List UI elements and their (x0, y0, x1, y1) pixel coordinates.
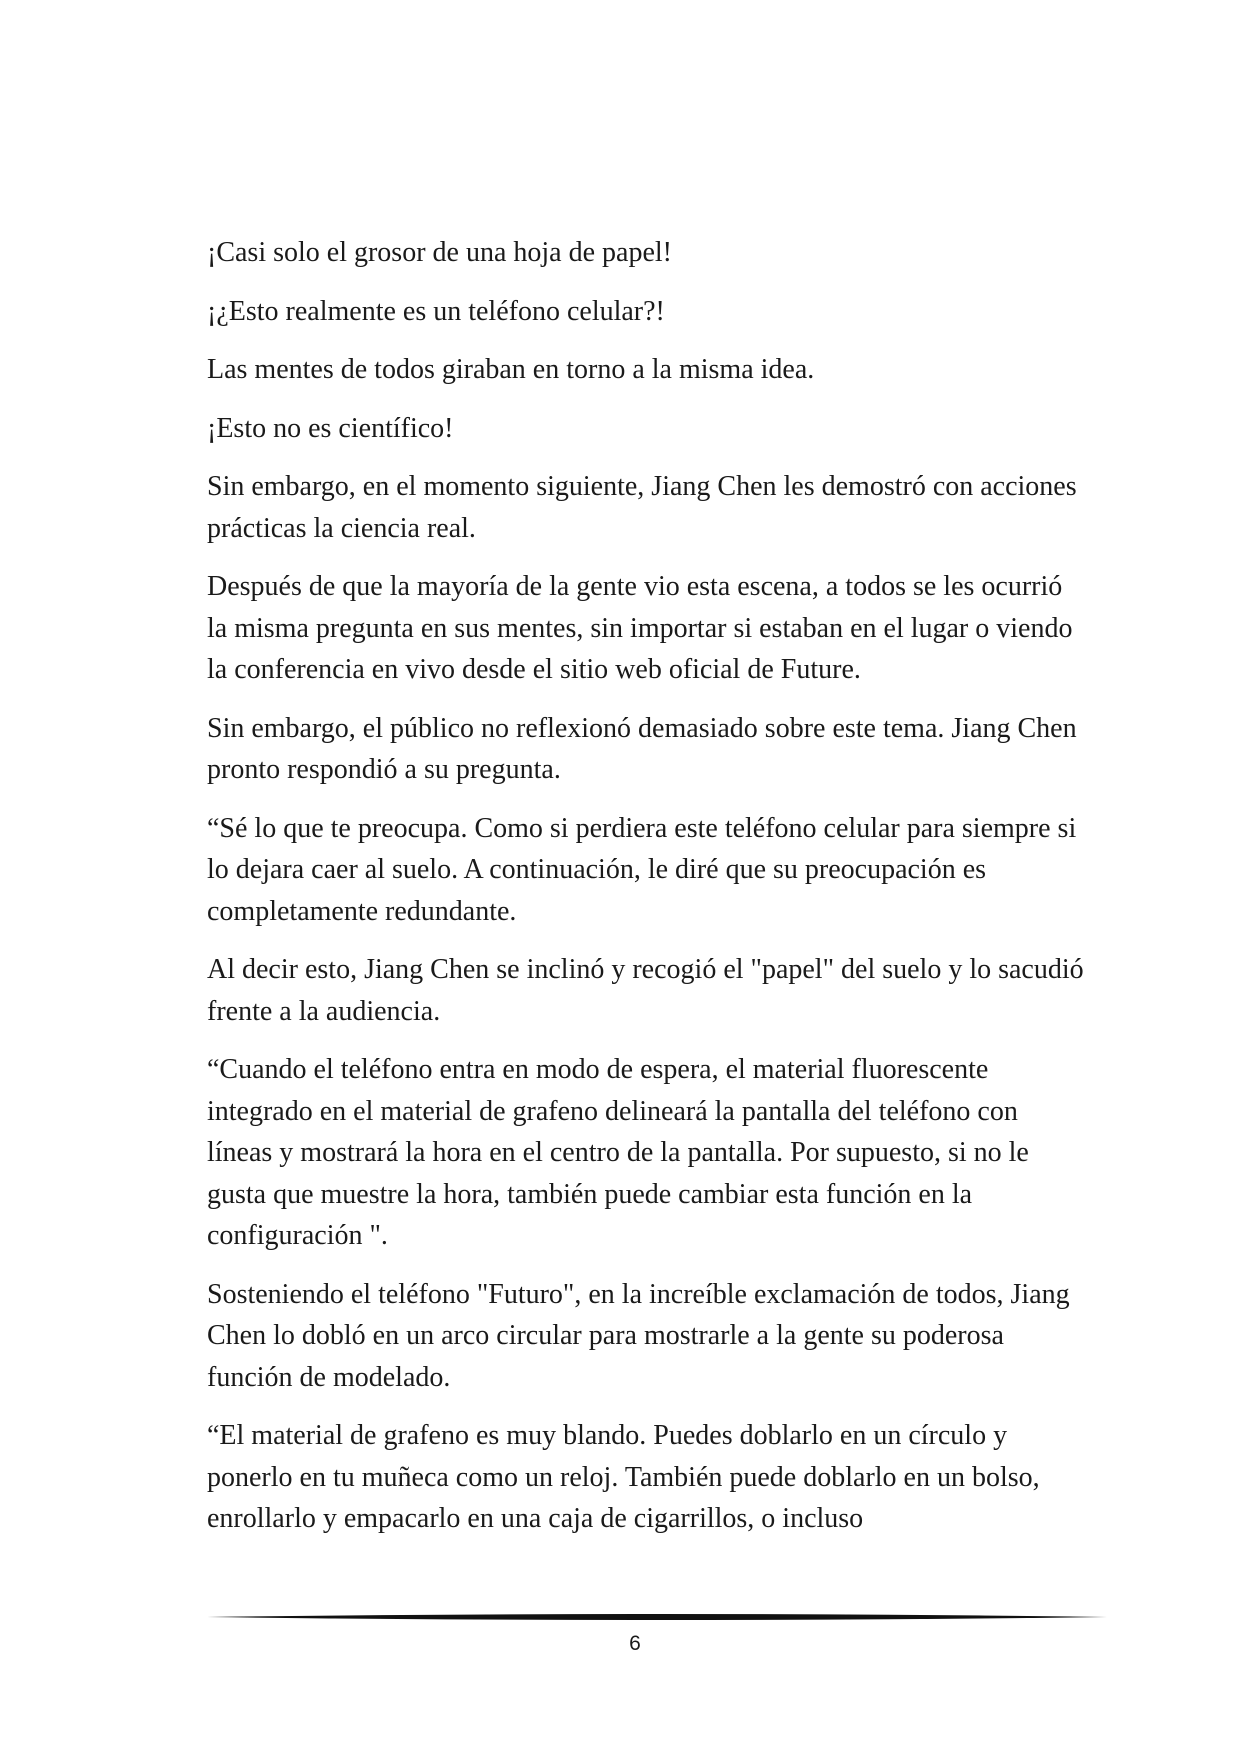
page-number: 6 (629, 1632, 641, 1655)
paragraph: “El material de grafeno es muy blando. Puedes doblarlo en un círculo y ponerlo en tu muñeca como un reloj. También puede doblarlo en un bolso, enrollarlo y empacarlo en una caja de cigarrillos, o incluso (207, 1420, 1040, 1534)
paragraph: “Sé lo que te preocupa. Como si perdiera este teléfono celular para siempre si lo dejara caer al suelo. A continuación, le diré que su preocupación es completamente redundante. (207, 812, 1077, 927)
paragraph: Sin embargo, el público no reflexionó demasiado sobre este tema. Jiang Chen pronto respondió a su pregunta. (207, 712, 1077, 785)
body-text (207, 232, 1087, 1557)
paragraph: Sosteniendo el teléfono "Futuro", en la increíble exclamación de todos, Jiang Chen lo dobló en un arco circular para mostrarle a la gente su poderosa función de modelado. (207, 1278, 1070, 1393)
paragraph: Las mentes de todos giraban en torno a la misma idea. (207, 354, 815, 385)
paragraph: Después de que la mayoría de la gente vio esta escena, a todos se les ocurrió la misma pregunta en sus mentes, sin importar si estaban en el lugar o viendo la conferencia en vivo desde el sitio web oficial de Future. (207, 571, 1073, 685)
paragraph: ¡Casi solo el grosor de una hoja de papel! (207, 237, 672, 268)
paragraph: ¡¿Esto realmente es un teléfono celular?! (207, 295, 665, 327)
footer-divider (207, 1610, 1107, 1624)
paragraph: Al decir esto, Jiang Chen se inclinó y recogió el "papel" del suelo y lo sacudió frente a la audiencia. (207, 954, 1084, 1027)
paragraph: Sin embargo, en el momento siguiente, Jiang Chen les demostró con acciones prácticas la ciencia real. (207, 471, 1077, 544)
paragraph: ¡Esto no es científico! (207, 412, 454, 444)
paragraph: “Cuando el teléfono entra en modo de espera, el material fluorescente integrado en el material de grafeno delineará la pantalla del teléfono con líneas y mostrará la hora en el centro de la pantalla. Por supuesto, si no le gusta que muestre la hora, también puede cambiar esta función en la configuración ". (207, 1054, 1029, 1251)
